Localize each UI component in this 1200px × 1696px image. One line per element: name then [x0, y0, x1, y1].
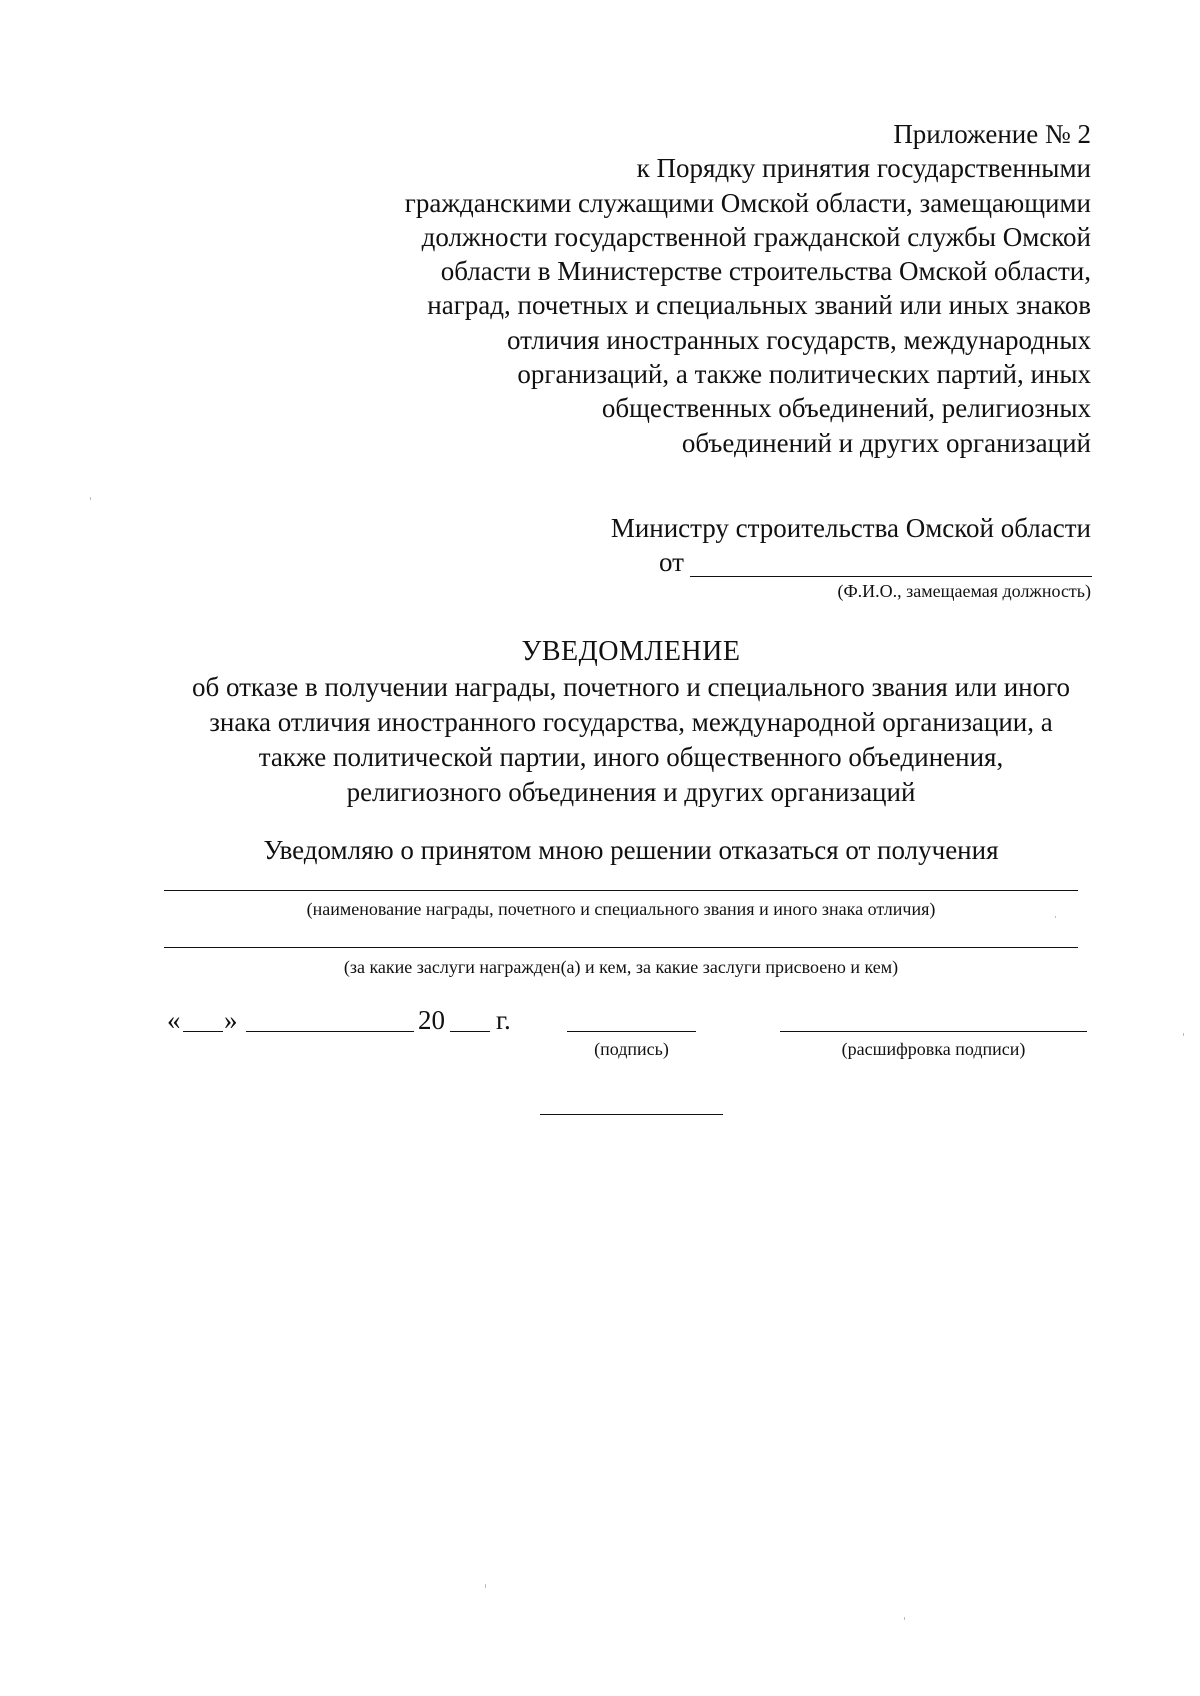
award-name-field[interactable] [164, 890, 1078, 891]
from-label: от [659, 547, 684, 577]
appendix-header [331, 117, 1091, 460]
subtitle-line: религиозного объединения и других организаций [346, 777, 916, 807]
scan-speck [904, 1617, 905, 1620]
document-subtitle [150, 670, 1112, 810]
merit-caption: (за какие заслуги награжден(а) и кем, за какие заслуги присвоено и кем) [343, 957, 899, 977]
scan-speck [1055, 916, 1056, 918]
appendix-line: должности государственной гражданской службы Омской [421, 221, 1091, 252]
appendix-line: области в Министерстве строительства Омской области, [440, 256, 1091, 287]
from-name-field[interactable] [690, 576, 1092, 577]
day-field[interactable] [183, 1031, 223, 1032]
award-caption: (наименование награды, почетного и специального звания и иного знака отличия) [306, 899, 936, 919]
appendix-line: наград, почетных и специальных званий или иных знаков [427, 290, 1091, 321]
appendix-line: к Порядку принятия государственными [636, 153, 1091, 184]
appendix-line: организаций, а также политических партий, иных [517, 359, 1091, 390]
statement-text: Уведомляю о принятом мною решении отказаться от получения [263, 835, 999, 865]
month-field[interactable] [246, 1031, 414, 1032]
signature-decoding-field[interactable] [780, 1031, 1087, 1032]
appendix-line: общественных объединений, религиозных [601, 393, 1091, 424]
end-divider [540, 1114, 723, 1115]
appendix-line: отличия иностранных государств, международных [506, 324, 1091, 355]
appendix-line: объединений и других организаций [681, 427, 1091, 458]
quote-close: » [224, 1005, 238, 1035]
scan-speck [90, 497, 91, 500]
year-prefix: 20 [418, 1005, 445, 1035]
signature-decoding-caption: (расшифровка подписи) [841, 1039, 1026, 1059]
signature-caption: (подпись) [594, 1039, 669, 1059]
appendix-line: Приложение № 2 [893, 119, 1091, 149]
subtitle-line: об отказе в получении награды, почетного и специального звания или иного [192, 672, 1070, 702]
document-title: УВЕДОМЛЕНИЕ [521, 636, 741, 667]
subtitle-line: знака отличия иностранного государства, международной организации, а [209, 707, 1053, 737]
scan-speck [1183, 1033, 1184, 1036]
merit-field[interactable] [164, 947, 1078, 948]
quote-open: « [167, 1005, 181, 1035]
scan-speck [485, 1584, 486, 1588]
from-caption: (Ф.И.О., замещаемая должность) [837, 581, 1091, 601]
subtitle-line: также политической партии, иного общественного объединения, [258, 742, 1004, 772]
year-field[interactable] [450, 1031, 490, 1032]
addressee-title: Министру строительства Омской области [610, 513, 1091, 543]
appendix-line: гражданскими служащими Омской области, замещающими [404, 187, 1091, 218]
signature-field[interactable] [567, 1031, 696, 1032]
year-suffix: г. [496, 1005, 511, 1035]
